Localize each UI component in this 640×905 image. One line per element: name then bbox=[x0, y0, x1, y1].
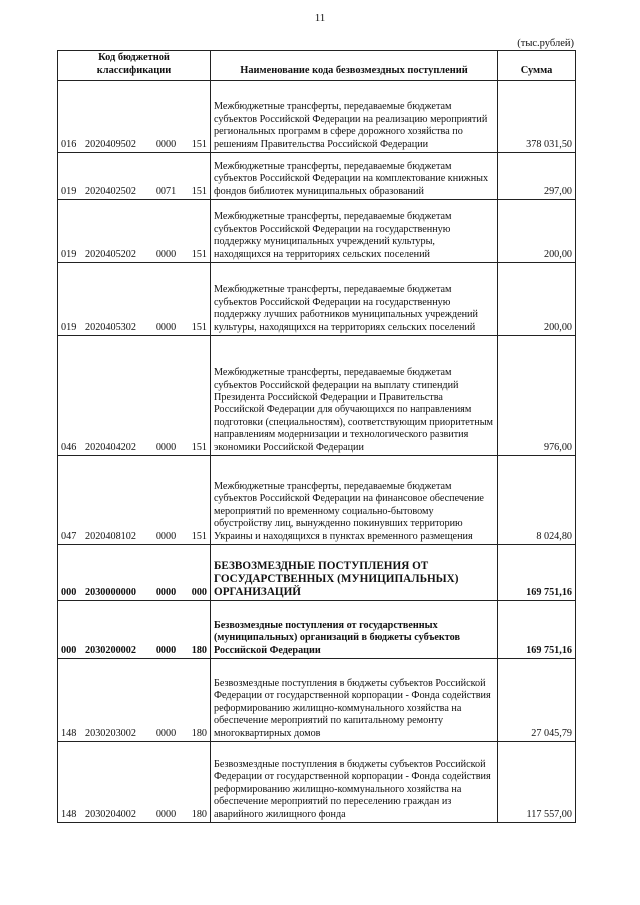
code-admin: 046 bbox=[61, 441, 77, 453]
code-cell bbox=[58, 742, 211, 823]
code-admin: 019 bbox=[61, 185, 77, 197]
code-program: 0071 bbox=[155, 185, 177, 197]
code-kosgu: 180 bbox=[191, 808, 207, 820]
table-row bbox=[58, 81, 576, 153]
code-program: 0000 bbox=[155, 530, 177, 542]
code-kosgu: 180 bbox=[191, 727, 207, 739]
row-sum: 378 031,50 bbox=[498, 81, 576, 153]
row-sum: 117 557,00 bbox=[498, 742, 576, 823]
row-name: Межбюджетные трансферты, передаваемые бюджетам субъектов Российской Федерации на комплектование книжных фондов библиотек муниципальных образований bbox=[211, 153, 498, 200]
code-cell bbox=[58, 263, 211, 336]
code-program: 0000 bbox=[155, 586, 177, 598]
row-name: БЕЗВОЗМЕЗДНЫЕ ПОСТУПЛЕНИЯ ОТ ГОСУДАРСТВЕННЫХ (МУНИЦИПАЛЬНЫХ) ОРГАНИЗАЦИЙ bbox=[211, 545, 498, 601]
code-kosgu: 151 bbox=[191, 321, 207, 333]
code-admin: 016 bbox=[61, 138, 77, 150]
code-main: 2020408102 bbox=[85, 530, 136, 542]
code-program: 0000 bbox=[155, 138, 177, 150]
code-cell bbox=[58, 200, 211, 263]
row-name: Межбюджетные трансферты, передаваемые бюджетам субъектов Российской Федерации на государственную поддержку муниципальных учреждений культуры, находящихся на территориях сельских поселений bbox=[211, 200, 498, 263]
table-row bbox=[58, 659, 576, 742]
table-row bbox=[58, 456, 576, 545]
code-kosgu: 151 bbox=[191, 441, 207, 453]
code-kosgu: 151 bbox=[191, 185, 207, 197]
code-cell bbox=[58, 545, 211, 601]
code-program: 0000 bbox=[155, 248, 177, 260]
table-row bbox=[58, 336, 576, 456]
code-main: 2030204002 bbox=[85, 808, 136, 820]
row-sum: 169 751,16 bbox=[498, 545, 576, 601]
table-header-row bbox=[58, 51, 576, 81]
row-sum: 169 751,16 bbox=[498, 601, 576, 659]
code-main: 2020404202 bbox=[85, 441, 136, 453]
code-program: 0000 bbox=[155, 808, 177, 820]
page-number: 11 bbox=[314, 12, 326, 24]
code-program: 0000 bbox=[155, 727, 177, 739]
code-main: 2030200002 bbox=[85, 644, 136, 656]
code-admin: 019 bbox=[61, 321, 77, 333]
code-cell bbox=[58, 659, 211, 742]
table-row bbox=[58, 200, 576, 263]
units-label: (тыс.рублей) bbox=[517, 38, 574, 49]
header-sum: Сумма bbox=[498, 51, 576, 81]
row-sum: 976,00 bbox=[498, 336, 576, 456]
row-sum: 8 024,80 bbox=[498, 456, 576, 545]
code-cell bbox=[58, 601, 211, 659]
row-name: Безвозмездные поступления от государственных (муниципальных) организаций в бюджеты субъектов Российской Федерации bbox=[211, 601, 498, 659]
header-name: Наименование кода безвозмездных поступлений bbox=[211, 51, 498, 81]
code-admin: 000 bbox=[61, 644, 77, 656]
code-admin: 019 bbox=[61, 248, 77, 260]
code-main: 2030203002 bbox=[85, 727, 136, 739]
code-program: 0000 bbox=[155, 441, 177, 453]
code-main: 2020409502 bbox=[85, 138, 136, 150]
row-sum: 200,00 bbox=[498, 263, 576, 336]
code-admin: 000 bbox=[61, 586, 77, 598]
code-cell bbox=[58, 153, 211, 200]
code-main: 2020405302 bbox=[85, 321, 136, 333]
table-row bbox=[58, 601, 576, 659]
row-name: Межбюджетные трансферты, передаваемые бюджетам субъектов Российской Федерации на финансовое обеспечение мероприятий по временному социально-бытовому обустройству лиц, вынужденно покинувших территорию Украины и находящихся в пунктах временного размещения bbox=[211, 456, 498, 545]
row-name: Безвозмездные поступления в бюджеты субъектов Российской Федерации от государственной корпорации - Фонда содействия реформированию жилищно-коммунального хозяйства на обеспечение мероприятий по капитальному ремонту многоквартирных домов bbox=[211, 659, 498, 742]
code-kosgu: 151 bbox=[191, 248, 207, 260]
row-name: Межбюджетные трансферты, передаваемые бюджетам субъектов Российской Федерации на государственную поддержку лучших работников муниципальных учреждений культуры, находящихся на территориях сельских поселений bbox=[211, 263, 498, 336]
row-name: Межбюджетные трансферты, передаваемые бюджетам субъектов Российской Федерации на реализацию мероприятий региональных программ в сфере дорожного хозяйства по решениям Правительства Российской Федерации bbox=[211, 81, 498, 153]
code-program: 0000 bbox=[155, 321, 177, 333]
row-sum: 27 045,79 bbox=[498, 659, 576, 742]
row-sum: 297,00 bbox=[498, 153, 576, 200]
code-kosgu: 180 bbox=[191, 644, 207, 656]
code-cell bbox=[58, 456, 211, 545]
code-main: 2030000000 bbox=[85, 586, 136, 598]
code-main: 2020405202 bbox=[85, 248, 136, 260]
code-admin: 148 bbox=[61, 808, 77, 820]
row-name: Межбюджетные трансферты, передаваемые бюджетам субъектов Российской федерации на выплату стипендий Президента Российской Федерации и Правительства Российской Федерации для обучающихся по направлениям подготовки (специальностям), соответствующим приоритетным направлениям модернизации и технологического развития экономики Российской Федерации bbox=[211, 336, 498, 456]
row-name: Безвозмездные поступления в бюджеты субъектов Российской Федерации от государственной корпорации - Фонда содействия реформированию жилищно-коммунального хозяйства на обеспечение мероприятий по переселению граждан из аварийного жилищного фонда bbox=[211, 742, 498, 823]
budget-table bbox=[57, 50, 576, 823]
table-row bbox=[58, 545, 576, 601]
table-row bbox=[58, 263, 576, 336]
code-admin: 047 bbox=[61, 530, 77, 542]
table-row bbox=[58, 742, 576, 823]
code-admin: 148 bbox=[61, 727, 77, 739]
code-kosgu: 151 bbox=[191, 138, 207, 150]
table-row bbox=[58, 153, 576, 200]
code-main: 2020402502 bbox=[85, 185, 136, 197]
code-kosgu: 151 bbox=[191, 530, 207, 542]
code-cell bbox=[58, 336, 211, 456]
code-program: 0000 bbox=[155, 644, 177, 656]
code-cell bbox=[58, 81, 211, 153]
code-kosgu: 000 bbox=[191, 586, 207, 598]
row-sum: 200,00 bbox=[498, 200, 576, 263]
header-code: Код бюджетной классификации bbox=[58, 51, 211, 81]
